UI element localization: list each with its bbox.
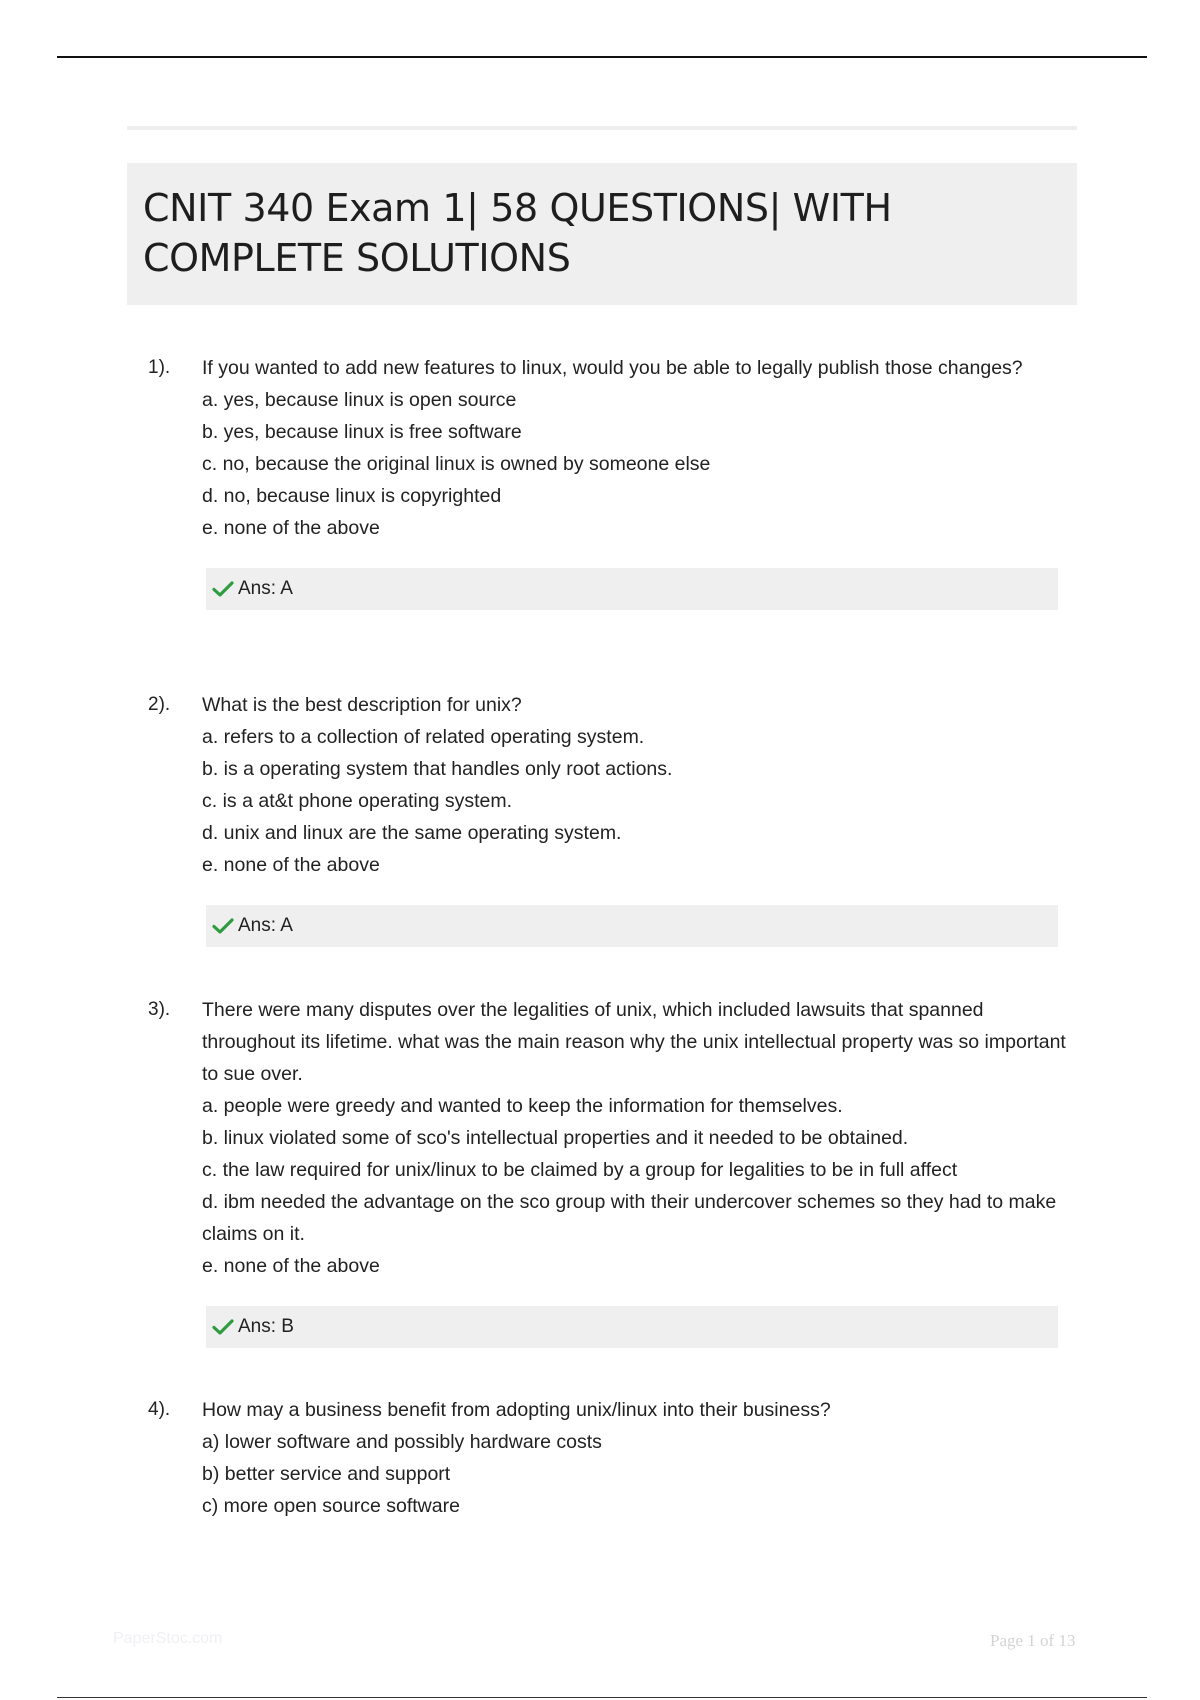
question-2: [148, 689, 1068, 947]
option-e: e. none of the above: [202, 854, 380, 876]
question-number: 1).: [148, 357, 171, 378]
option-d: d. no, because linux is copyrighted: [202, 485, 502, 507]
question-text: There were many disputes over the legalities of unix, which included lawsuits that spanned throughout its lifetime. what was the main reason why the unix intellectual property was so important to sue over.: [202, 999, 1066, 1085]
option-b: b) better service and support: [202, 1463, 451, 1485]
question-1: [148, 352, 1068, 610]
answer-label: Ans: B: [238, 1316, 294, 1337]
option-c: c. the law required for unix/linux to be claimed by a group for legalities to be in full affect: [202, 1159, 958, 1181]
header-divider: [127, 126, 1077, 130]
option-b: b. is a operating system that handles only root actions.: [202, 758, 673, 780]
answer-label: Ans: A: [238, 915, 293, 936]
option-c: c. no, because the original linux is owned by someone else: [202, 453, 711, 475]
answer-box: [206, 1306, 1058, 1348]
question-number: 4).: [148, 1399, 171, 1420]
option-e: e. none of the above: [202, 1255, 380, 1277]
option-b: b. linux violated some of sco's intellectual properties and it needed to be obtained.: [202, 1127, 909, 1149]
top-rule: [57, 56, 1147, 58]
check-icon: [212, 1318, 234, 1336]
option-c: c. is a at&t phone operating system.: [202, 790, 513, 812]
watermark-text: PaperStoc.com: [113, 1630, 223, 1647]
question-number: 2).: [148, 694, 171, 715]
answer-box: [206, 568, 1058, 610]
question-3: [148, 994, 1068, 1348]
answer-label: Ans: A: [238, 578, 293, 599]
check-icon: [212, 580, 234, 598]
question-text: If you wanted to add new features to linux, would you be able to legally publish those changes?: [202, 357, 1023, 379]
question-text: How may a business benefit from adopting unix/linux into their business?: [202, 1399, 831, 1421]
option-d: d. ibm needed the advantage on the sco group with their undercover schemes so they had to make claims on it.: [202, 1191, 1057, 1245]
option-c: c) more open source software: [202, 1495, 460, 1517]
option-a: a. people were greedy and wanted to keep the information for themselves.: [202, 1095, 843, 1117]
document-title: CNIT 340 Exam 1| 58 QUESTIONS| WITH COMPLETE SOLUTIONS: [143, 186, 892, 280]
question-number: 3).: [148, 999, 171, 1020]
answer-box: [206, 905, 1058, 947]
option-a: a) lower software and possibly hardware costs: [202, 1431, 602, 1453]
option-a: a. refers to a collection of related operating system.: [202, 726, 645, 748]
question-text: What is the best description for unix?: [202, 694, 522, 716]
option-d: d. unix and linux are the same operating system.: [202, 822, 622, 844]
question-4: [148, 1394, 1068, 1522]
page-number: Page 1 of 13: [990, 1631, 1076, 1650]
option-a: a. yes, because linux is open source: [202, 389, 517, 411]
option-b: b. yes, because linux is free software: [202, 421, 522, 443]
option-e: e. none of the above: [202, 517, 380, 539]
bottom-rule: [57, 1697, 1147, 1698]
check-icon: [212, 917, 234, 935]
title-banner: [127, 163, 1077, 305]
